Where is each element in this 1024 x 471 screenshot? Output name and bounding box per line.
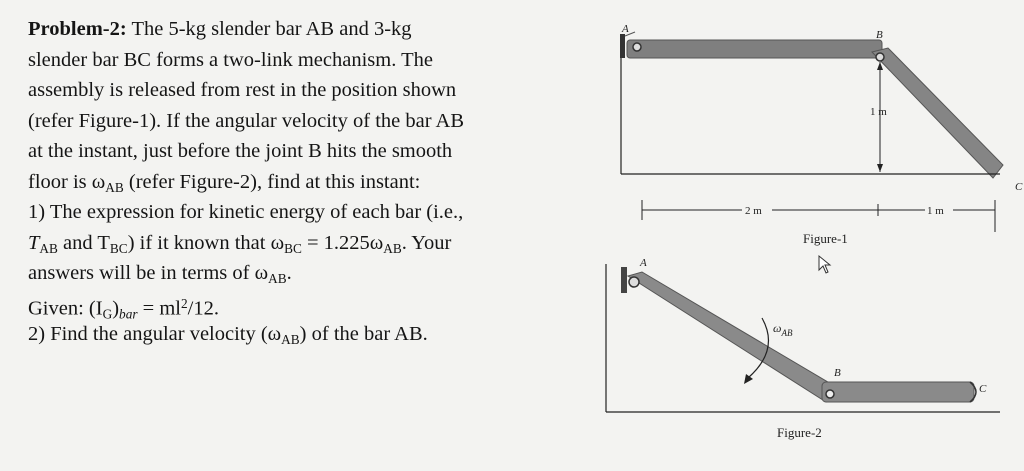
fig1-wall-support: [620, 34, 625, 58]
problem-line-2: slender bar BC forms a two-link mechanism. The: [28, 48, 433, 71]
problem-line-9: answers will be in terms of $\omega_{AB}$.: [28, 262, 292, 286]
problem-heading: Problem-2:: [28, 18, 127, 40]
problem-line-10: Given: $(I_G)_{bar} = ml^2/12$.: [28, 295, 219, 322]
problem-line-1: Problem-2: The 5-kg slender bar AB and 3-kg: [28, 18, 412, 40]
fig2-wall-support: [621, 267, 627, 293]
problem-line-4: (refer Figure-1). If the angular velocity of the bar AB: [28, 109, 465, 132]
fig2-pin-b: [826, 390, 834, 398]
fig1-caption: Figure-1: [803, 231, 848, 246]
fig2-pin-a: [629, 277, 639, 287]
fig1-label-c: C: [1015, 181, 1023, 193]
fig2-bar-bc: [822, 382, 974, 402]
figure-1: [620, 23, 1023, 246]
fig2-label-c: C: [979, 383, 987, 395]
fig1-dim-arrow-down: [877, 164, 883, 172]
fig2-label-a: A: [640, 257, 647, 269]
fig1-label-1m-vertical: 1 m: [870, 106, 887, 118]
problem-line-5: at the instant, just before the joint B hits the smooth: [28, 140, 453, 162]
fig1-bar-ab: [627, 40, 882, 58]
fig1-pin-b: [876, 53, 884, 61]
problem-line-8: $T_{AB}$ and $T_{BC}$) if it known that $\omega_{BC} = 1.225\omega_{AB}$. Your: [28, 231, 452, 256]
fig2-bar-ab: [628, 272, 838, 402]
problem-line-7: 1) The expression for kinetic energy of each bar (i.e.,: [28, 201, 464, 223]
fig2-label-omega: $\omega_{AB}$: [773, 321, 793, 338]
fig1-label-1m-horizontal: 1 m: [927, 205, 944, 217]
fig1-pin-a: [633, 43, 641, 51]
fig1-label-2m: 2 m: [745, 205, 762, 217]
problem-line-6: floor is $\omega_{AB}$ (refer Figure-2), find at this instant:: [28, 170, 421, 195]
problem-line-11: 2) Find the angular velocity $(\omega_{AB})$ of the bar AB.: [28, 323, 428, 347]
fig2-omega-arrowhead: [744, 374, 753, 384]
fig1-label-a: A: [622, 23, 629, 35]
problem-line-3: assembly is released from rest in the position shown: [28, 79, 457, 101]
fig1-bar-bc: [872, 48, 1003, 178]
fig2-label-b: B: [834, 367, 841, 379]
fig2-caption: Figure-2: [777, 425, 822, 440]
mouse-cursor-icon: [819, 256, 830, 273]
fig1-label-b: B: [876, 29, 883, 41]
figure-2: [606, 257, 1000, 440]
